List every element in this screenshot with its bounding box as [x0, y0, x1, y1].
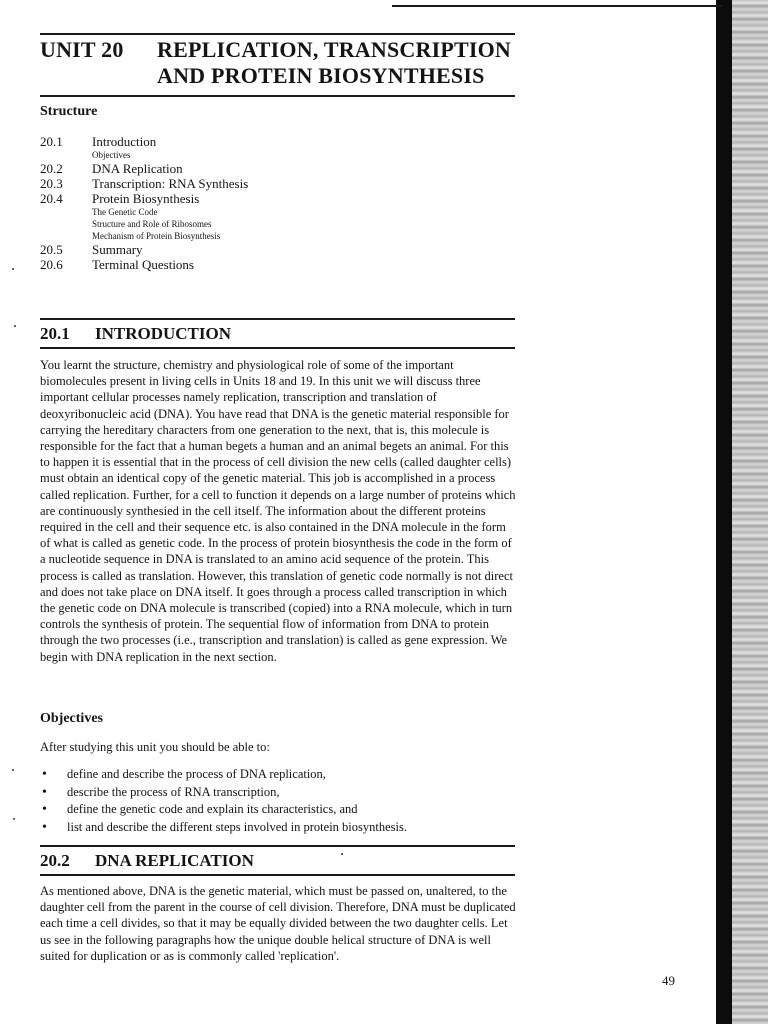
- toc-item-number: 20.5: [40, 242, 63, 257]
- toc-item-number: 20.3: [40, 176, 63, 191]
- scan-edge-strip: [732, 0, 768, 1024]
- structure-heading: Structure: [40, 104, 98, 119]
- toc-item-title: Transcription: RNA Synthesis: [92, 176, 249, 191]
- introduction-paragraph: You learnt the structure, chemistry and physiological role of some of the important biomolecules present in living cells in Units 18 and 19. In this unit we will discuss three important cellular processes namely replication, transcription and translation of deoxyribonucleic acid (DNA). You have read that DNA is the genetic material responsible for carrying the hereditary characters from one generation to the next, that is, this molecule is responsible for the fact that a human begets a human and an animal begets an animal. For this to happen it is essential that in the process of cell division the new cells (called daughter cells) must obtain an identical copy of the genetic material. This job is accomplished in a process called replication. Further, for a cell to function it depends on a large number of proteins which are continuously synthesied in the cell itself. The information about the different proteins required in the cell and their sequence etc. is also contained in the DNA molecule in the form of what is called as genetic code. In the process of protein biosynthesis the code in the form of a nucleotide sequence in DNA is translated to an amino acid sequence of the protein. This process is called as translation. However, this translation of genetic code normally is not direct and does not take place on DNA itself. It goes through a process called transcription in which the genetic code on DNA molecule is transcribed (copied) into a RNA molecule, which in turn controls the synthesis of protein. The sequential flow of information from DNA to protein through the two processes (i.e., transcription and translation) is called as gene expression. We begin with DNA replication in the next section.: [40, 358, 516, 664]
- page-number: 49: [662, 973, 675, 988]
- toc-item-title: Introduction: [92, 134, 157, 149]
- list-item: • list and describe the different steps involved in protein biosynthesis.: [40, 819, 510, 837]
- section-title: INTRODUCTION: [95, 324, 232, 343]
- header-rule-bottom: [40, 95, 515, 97]
- toc-subitem: Objectives: [92, 150, 131, 160]
- objectives-intro: After studying this unit you should be able to:: [40, 740, 270, 754]
- header-rule-top: [40, 33, 515, 35]
- toc-subitem: The Genetic Code: [92, 207, 158, 217]
- toc-item: [40, 161, 460, 176]
- toc-subitem: Mechanism of Protein Biosynthesis: [92, 231, 221, 241]
- toc-item-number: 20.4: [40, 191, 63, 206]
- unit-title-line2: AND PROTEIN BIOSYNTHESIS: [157, 63, 485, 88]
- objectives-list: [40, 766, 510, 836]
- page-top-rule: [392, 5, 722, 7]
- toc-item: [40, 176, 460, 191]
- structure-list: [40, 134, 460, 272]
- toc-subitem: Structure and Role of Ribosomes: [92, 219, 212, 229]
- toc-item-title: Protein Biosynthesis: [92, 191, 200, 206]
- unit-number: UNIT 20: [40, 37, 124, 62]
- section-rule-top: [40, 845, 515, 847]
- list-item: • define the genetic code and explain its characteristics, and: [40, 801, 510, 819]
- toc-item: [40, 134, 460, 149]
- section-number: 20.2: [40, 851, 70, 870]
- unit-title: [157, 37, 517, 89]
- toc-item: [40, 242, 460, 257]
- toc-item: [40, 191, 460, 206]
- toc-item: [40, 257, 460, 272]
- toc-item-number: 20.1: [40, 134, 63, 149]
- section-rule-top: [40, 318, 515, 320]
- list-item: • describe the process of RNA transcription,: [40, 784, 510, 802]
- unit-title-line1: REPLICATION, TRANSCRIPTION: [157, 37, 511, 62]
- toc-item-number: 20.2: [40, 161, 63, 176]
- toc-item-title: Terminal Questions: [92, 257, 194, 272]
- scan-speck: [12, 769, 14, 771]
- section-rule-bottom: [40, 874, 515, 876]
- section-number: 20.1: [40, 324, 70, 343]
- scan-speck: [13, 818, 15, 820]
- scan-speck: [341, 853, 343, 855]
- toc-item-number: 20.6: [40, 257, 63, 272]
- list-item: • define and describe the process of DNA replication,: [40, 766, 510, 784]
- section-title: DNA REPLICATION: [95, 851, 254, 870]
- scan-speck: [14, 325, 16, 327]
- toc-item-title: DNA Replication: [92, 161, 183, 176]
- objectives-heading: Objectives: [40, 711, 103, 726]
- dna-replication-paragraph: As mentioned above, DNA is the genetic material, which must be passed on, unaltered, to the daughter cell from the parent in the course of cell division. Therefore, DNA must be duplicated each time a cell divides, so that it may be equally divided between the two daughter cells. Let us see in the following paragraphs how the unique double helical structure of DNA is well suited for duplication or as is commonly called 'replication'.: [40, 884, 516, 963]
- toc-item-title: Summary: [92, 242, 143, 257]
- section-rule-bottom: [40, 347, 515, 349]
- scan-speck: [12, 268, 14, 270]
